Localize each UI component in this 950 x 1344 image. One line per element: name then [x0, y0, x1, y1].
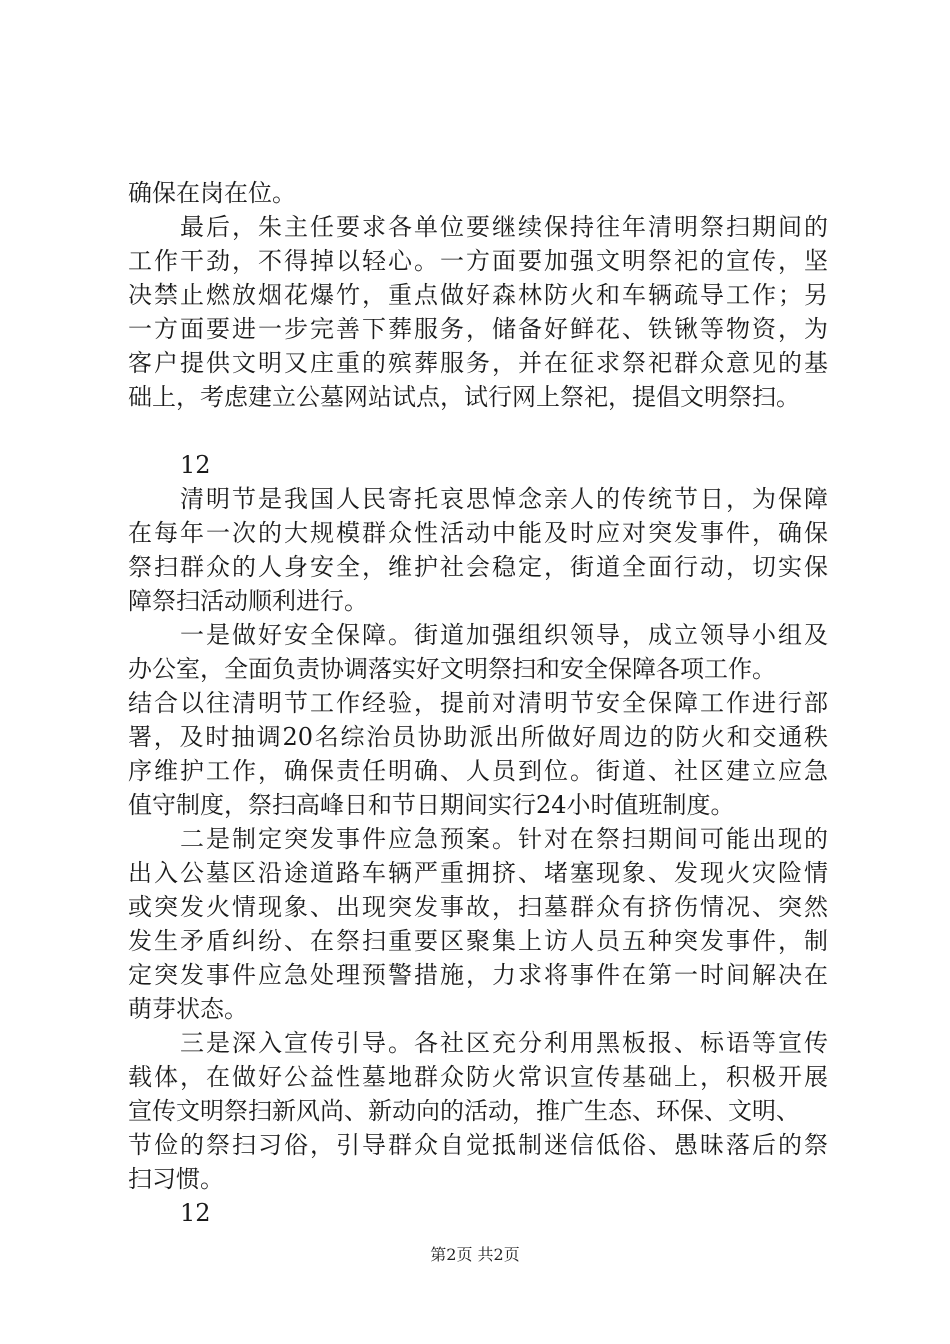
body-line: 础上，考虑建立公墓网站试点，试行网上祭祀，提倡文明祭扫。: [128, 383, 800, 411]
body-line: 结合以往清明节工作经验，提前对清明节安全保障工作进行部: [128, 689, 828, 717]
section-number: 12: [180, 451, 211, 479]
body-line: 节俭的祭扫习俗，引导群众自觉抵制迷信低俗、愚昧落后的祭: [128, 1131, 828, 1159]
paragraph-start-line: 三是深入宣传引导。各社区充分利用黑板报、标语等宣传: [180, 1029, 828, 1057]
body-line: 宣传文明祭扫新风尚、新动向的活动，推广生态、环保、文明、: [128, 1097, 800, 1125]
paragraph-start-line: 一是做好安全保障。街道加强组织领导，成立领导小组及: [180, 621, 828, 649]
body-line: 工作干劲，不得掉以轻心。一方面要加强文明祭祀的宣传，坚: [128, 247, 828, 275]
body-line: 客户提供文明又庄重的殡葬服务，并在征求祭祀群众意见的基: [128, 349, 828, 377]
body-line: 定突发事件应急处理预警措施，力求将事件在第一时间解决在: [128, 961, 828, 989]
body-line: 一方面要进一步完善下葬服务，储备好鲜花、铁锹等物资，为: [128, 315, 828, 343]
body-line: 署，及时抽调20名综治员协助派出所做好周边的防火和交通秩: [128, 723, 828, 751]
body-line: 决禁止燃放烟花爆竹，重点做好森林防火和车辆疏导工作；另: [128, 281, 828, 309]
body-line: 载体，在做好公益性墓地群众防火常识宣传基础上，积极开展: [128, 1063, 828, 1091]
body-line: 序维护工作，确保责任明确、人员到位。街道、社区建立应急: [128, 757, 828, 785]
body-line: 办公室，全面负责协调落实好文明祭扫和安全保障各项工作。: [128, 655, 776, 683]
page-footer: 第2页 共2页: [430, 1245, 520, 1264]
body-line: 值守制度，祭扫高峰日和节日期间实行24小时值班制度。: [128, 791, 735, 819]
body-line: 发生矛盾纠纷、在祭扫重要区聚集上访人员五种突发事件，制: [128, 927, 828, 955]
paragraph-start-line: 清明节是我国人民寄托哀思悼念亲人的传统节日，为保障: [180, 485, 828, 513]
body-line: 扫习惯。: [128, 1165, 224, 1193]
body-line: 或突发火情现象、出现突发事故，扫墓群众有挤伤情况、突然: [128, 893, 828, 921]
body-line: 祭扫群众的人身安全，维护社会稳定，街道全面行动，切实保: [128, 553, 828, 581]
body-line: 萌芽状态。: [128, 995, 248, 1023]
body-line: 出入公墓区沿途道路车辆严重拥挤、堵塞现象、发现火灾险情: [128, 859, 828, 887]
paragraph-start-line: 二是制定突发事件应急预案。针对在祭扫期间可能出现的: [180, 825, 828, 853]
body-line: 在每年一次的大规模群众性活动中能及时应对突发事件，确保: [128, 519, 828, 547]
paragraph-start-line: 最后，朱主任要求各单位要继续保持往年清明祭扫期间的: [180, 213, 828, 241]
body-line: 障祭扫活动顺利进行。: [128, 587, 368, 615]
body-line: 确保在岗在位。: [128, 179, 296, 207]
section-number: 12: [180, 1199, 211, 1227]
